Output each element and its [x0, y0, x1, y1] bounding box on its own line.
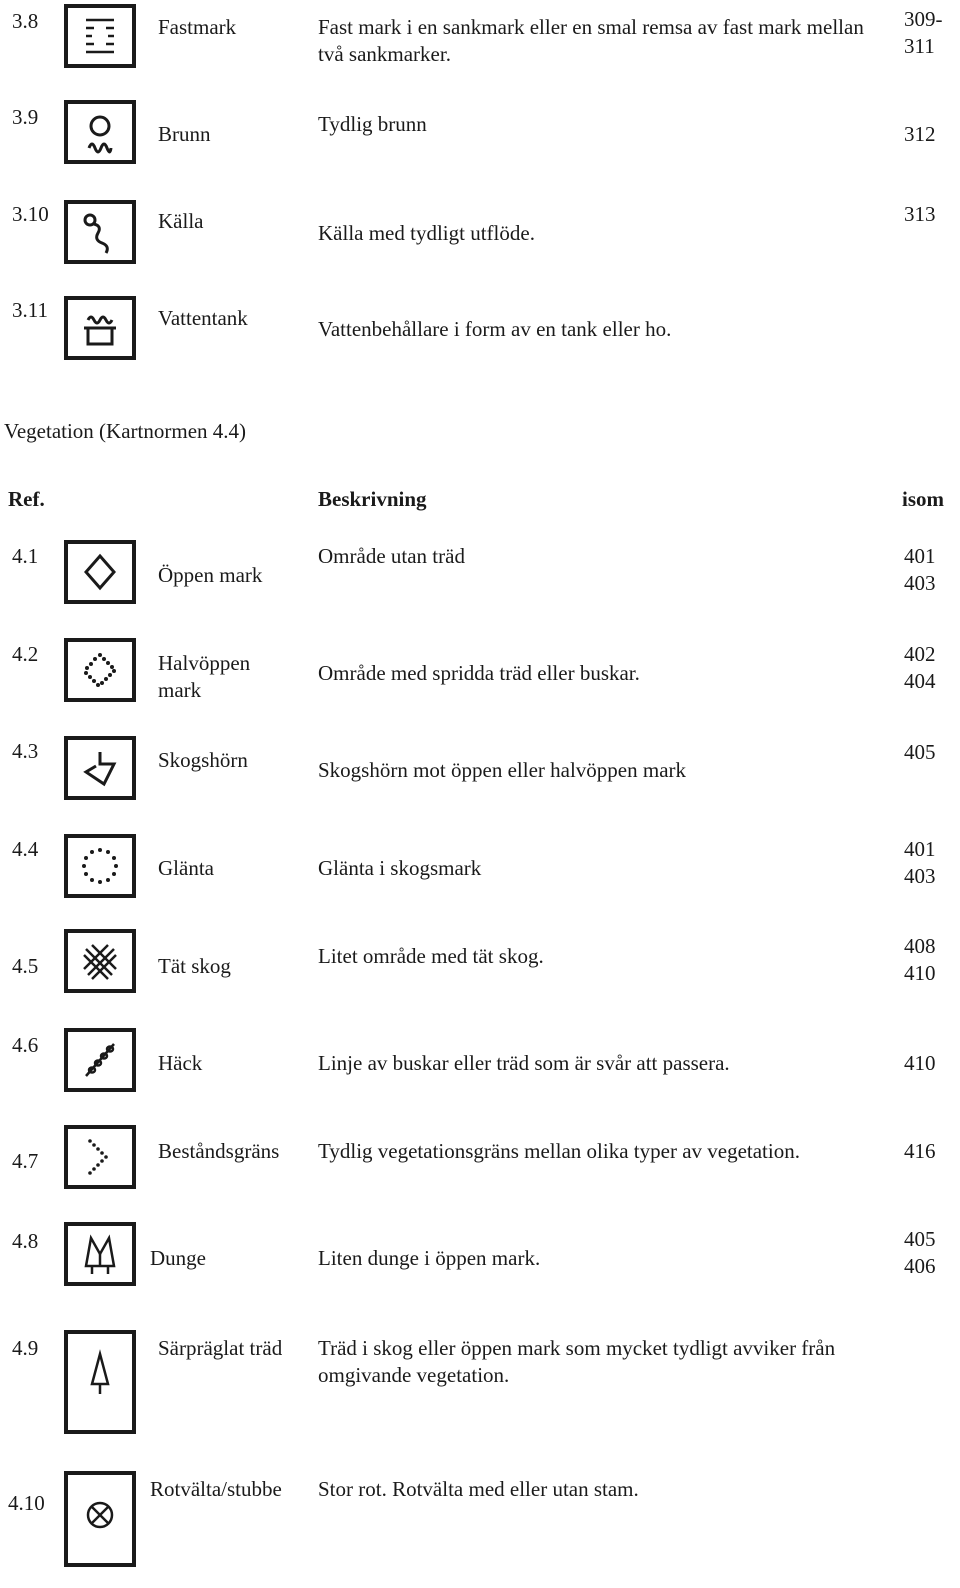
row-desc: Vattenbehållare i form av en tank eller ho.	[318, 317, 672, 341]
row-ref: 4.7	[12, 1149, 39, 1173]
root-stock-icon	[64, 1471, 136, 1567]
row-name: Beståndsgräns	[158, 1139, 280, 1163]
row-ref: 4.1	[12, 544, 39, 568]
water-tank-icon	[64, 296, 136, 360]
row-ref: 4.5	[12, 954, 39, 978]
row-name: Tät skog	[158, 954, 231, 978]
row-desc: Glänta i skogsmark	[318, 856, 482, 880]
row-name: Skogshörn	[158, 748, 248, 772]
row-name: Öppen mark	[158, 563, 263, 587]
dotted-diamond-icon	[64, 638, 136, 702]
row-ref: 3.9	[12, 105, 39, 129]
row-ref: 4.6	[12, 1033, 39, 1057]
row-name: Glänta	[158, 856, 214, 880]
row-desc: Träd i skog eller öppen mark som mycket tydligt avviker från omgivande vegetation.	[318, 1336, 836, 1387]
dotted-circle-icon	[64, 834, 136, 898]
column-header-ref: Ref.	[8, 487, 45, 511]
firm-ground-icon	[64, 4, 136, 68]
row-desc: Liten dunge i öppen mark.	[318, 1246, 541, 1270]
row-isom: 313	[904, 202, 936, 226]
row-ref: 4.10	[8, 1491, 45, 1515]
row-name: Särpräglat träd	[158, 1336, 283, 1360]
row-name: Brunn	[158, 122, 211, 146]
row-desc: Tydlig brunn	[318, 112, 427, 136]
row-desc: Område med spridda träd eller buskar.	[318, 661, 640, 685]
row-desc: Litet område med tät skog.	[318, 944, 544, 968]
row-isom: 401 403	[904, 837, 936, 888]
row-isom: 309- 311	[904, 7, 943, 58]
vegetation-boundary-icon	[64, 1125, 136, 1189]
row-desc: Fast mark i en sankmark eller en smal remsa av fast mark mellan två sankmarker.	[318, 15, 864, 66]
row-name: Fastmark	[158, 15, 237, 39]
row-ref: 3.8	[12, 9, 39, 33]
row-name: Dunge	[150, 1246, 206, 1270]
row-desc: Område utan träd	[318, 544, 465, 568]
row-isom: 402 404	[904, 642, 936, 693]
row-ref: 3.10	[12, 202, 49, 226]
row-desc: Stor rot. Rotvälta med eller utan stam.	[318, 1477, 639, 1501]
row-ref: 4.8	[12, 1229, 39, 1253]
row-name: Rotvälta/stubbe	[150, 1477, 282, 1501]
row-ref: 4.4	[12, 837, 39, 861]
row-isom: 312	[904, 122, 936, 146]
row-isom: 401 403	[904, 544, 936, 595]
column-header-description: Beskrivning	[318, 487, 427, 511]
row-desc: Källa med tydligt utflöde.	[318, 221, 535, 245]
diamond-icon	[64, 540, 136, 604]
row-ref: 3.11	[12, 298, 48, 322]
row-ref: 4.9	[12, 1336, 39, 1360]
forest-corner-icon	[64, 736, 136, 800]
row-ref: 4.2	[12, 642, 39, 666]
row-desc: Skogshörn mot öppen eller halvöppen mark	[318, 758, 687, 782]
distinct-tree-icon	[64, 1330, 136, 1434]
section-title: Vegetation (Kartnormen 4.4)	[4, 419, 247, 443]
row-isom: 416	[904, 1139, 936, 1163]
column-header-isom: isom	[902, 487, 944, 511]
dense-forest-icon	[64, 929, 136, 993]
hedge-icon	[64, 1028, 136, 1092]
row-name: Källa	[158, 209, 204, 233]
spring-icon	[64, 200, 136, 264]
row-isom: 410	[904, 1051, 936, 1075]
thicket-icon	[64, 1222, 136, 1286]
row-desc: Tydlig vegetationsgräns mellan olika typer av vegetation.	[318, 1139, 800, 1163]
row-isom: 405 406	[904, 1227, 936, 1278]
well-icon	[64, 100, 136, 164]
row-desc: Linje av buskar eller träd som är svår att passera.	[318, 1051, 730, 1075]
row-isom: 408 410	[904, 934, 936, 985]
row-name: Halvöppen mark	[158, 651, 251, 702]
row-ref: 4.3	[12, 739, 39, 763]
row-isom: 405	[904, 740, 936, 764]
row-name: Häck	[158, 1051, 203, 1075]
row-name: Vattentank	[158, 306, 248, 330]
